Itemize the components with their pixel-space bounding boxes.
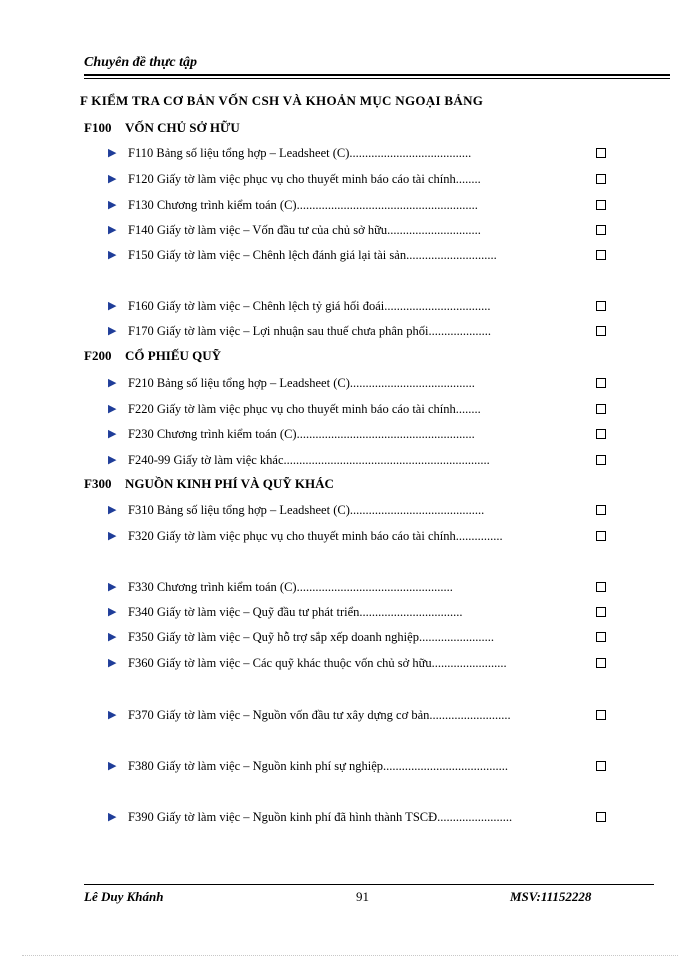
group-code: F200: [84, 348, 112, 363]
checkbox[interactable]: [596, 378, 606, 388]
group-title: VỐN CHỦ SỞ HỮU: [125, 120, 240, 135]
arrow-bullet-icon: ▶: [108, 300, 117, 312]
group-title: NGUỒN KINH PHÍ VÀ QUỸ KHÁC: [125, 476, 334, 491]
checkbox[interactable]: [596, 429, 606, 439]
footer-author: Lê Duy Khánh: [84, 889, 164, 904]
header-rule-thick: [84, 74, 670, 76]
group-heading-f100: [84, 120, 240, 136]
item-text: F310 Bảng số liệu tổng hợp – Leadsheet (C)...........................................: [128, 503, 485, 517]
header-rule-thin: [84, 78, 670, 79]
checkbox[interactable]: [596, 225, 606, 235]
arrow-bullet-icon: ▶: [108, 631, 117, 643]
arrow-bullet-icon: ▶: [108, 581, 117, 593]
item-text: F390 Giấy tờ làm việc – Nguồn kinh phí đã hình thành TSCĐ........................: [128, 810, 513, 824]
item-text: F230 Chương trình kiểm toán (C).........................................................: [128, 427, 475, 441]
checkbox[interactable]: [596, 607, 606, 617]
checkbox[interactable]: [596, 812, 606, 822]
document-header-title: Chuyên đề thực tập: [84, 55, 198, 70]
page-break-line: [22, 955, 678, 956]
item-text: F120 Giấy tờ làm việc phục vụ cho thuyết minh báo cáo tài chính........: [128, 172, 481, 186]
checkbox[interactable]: [596, 531, 606, 541]
item-text: F130 Chương trình kiểm toán (C)..........................................................: [128, 198, 478, 212]
item-text: F360 Giấy tờ làm việc – Các quỹ khác thuộc vốn chủ sở hữu........................: [128, 656, 507, 670]
footer-student-id: MSV:11152228: [510, 889, 592, 904]
checkbox[interactable]: [596, 148, 606, 158]
item-text: F330 Chương trình kiểm toán (C)..................................................: [128, 580, 453, 594]
item-text: F110 Bảng số liệu tổng hợp – Leadsheet (C).......................................: [128, 146, 472, 160]
group-code: F100: [84, 120, 112, 135]
checkbox[interactable]: [596, 505, 606, 515]
checkbox[interactable]: [596, 632, 606, 642]
item-text: F220 Giấy tờ làm việc phục vụ cho thuyết minh báo cáo tài chính........: [128, 402, 481, 416]
item-text: F210 Bảng số liệu tổng hợp – Leadsheet (C)........................................: [128, 376, 475, 390]
section-title: F KIỂM TRA CƠ BẢN VỐN CSH VÀ KHOẢN MỤC NGOẠI BẢNG: [80, 93, 484, 108]
arrow-bullet-icon: ▶: [108, 199, 117, 211]
arrow-bullet-icon: ▶: [108, 173, 117, 185]
group-heading-f300: [84, 476, 334, 492]
checkbox[interactable]: [596, 200, 606, 210]
item-text: F320 Giấy tờ làm việc phục vụ cho thuyết minh báo cáo tài chính...............: [128, 529, 503, 543]
item-text: F240-99 Giấy tờ làm việc khác..................................................................: [128, 453, 490, 467]
arrow-bullet-icon: ▶: [108, 811, 117, 823]
group-code: F300: [84, 476, 112, 491]
arrow-bullet-icon: ▶: [108, 147, 117, 159]
checkbox[interactable]: [596, 761, 606, 771]
checkbox[interactable]: [596, 174, 606, 184]
checkbox[interactable]: [596, 301, 606, 311]
checkbox[interactable]: [596, 710, 606, 720]
item-text: F150 Giấy tờ làm việc – Chênh lệch đánh giá lại tài sản.............................: [128, 248, 497, 262]
arrow-bullet-icon: ▶: [108, 403, 117, 415]
arrow-bullet-icon: ▶: [108, 325, 117, 337]
item-text: F380 Giấy tờ làm việc – Nguồn kinh phí sự nghiệp........................................: [128, 759, 509, 773]
arrow-bullet-icon: ▶: [108, 454, 117, 466]
checkbox[interactable]: [596, 582, 606, 592]
item-text: F160 Giấy tờ làm việc – Chênh lệch tỷ giá hối đoái..................................: [128, 299, 491, 313]
arrow-bullet-icon: ▶: [108, 428, 117, 440]
arrow-bullet-icon: ▶: [108, 606, 117, 618]
checkbox[interactable]: [596, 250, 606, 260]
arrow-bullet-icon: ▶: [108, 504, 117, 516]
footer-rule: [84, 884, 654, 885]
arrow-bullet-icon: ▶: [108, 760, 117, 772]
item-text: F350 Giấy tờ làm việc – Quỹ hỗ trợ sắp xếp doanh nghiệp........................: [128, 630, 494, 644]
item-text: F340 Giấy tờ làm việc – Quỹ đầu tư phát triển.................................: [128, 605, 463, 619]
checkbox[interactable]: [596, 455, 606, 465]
arrow-bullet-icon: ▶: [108, 657, 117, 669]
group-heading-f200: [84, 348, 221, 364]
checkbox[interactable]: [596, 658, 606, 668]
arrow-bullet-icon: ▶: [108, 709, 117, 721]
checkbox[interactable]: [596, 326, 606, 336]
arrow-bullet-icon: ▶: [108, 224, 117, 236]
checkbox[interactable]: [596, 404, 606, 414]
group-title: CỔ PHIẾU QUỸ: [125, 348, 222, 363]
arrow-bullet-icon: ▶: [108, 249, 117, 261]
arrow-bullet-icon: ▶: [108, 530, 117, 542]
footer-page-number: 91: [356, 889, 369, 904]
item-text: F140 Giấy tờ làm việc – Vốn đầu tư của chủ sở hữu..............................: [128, 223, 481, 237]
arrow-bullet-icon: ▶: [108, 377, 117, 389]
item-text: F170 Giấy tờ làm việc – Lợi nhuận sau thuế chưa phân phối....................: [128, 324, 491, 338]
item-text: F370 Giấy tờ làm việc – Nguồn vốn đầu tư xây dựng cơ bản..........................: [128, 708, 511, 722]
